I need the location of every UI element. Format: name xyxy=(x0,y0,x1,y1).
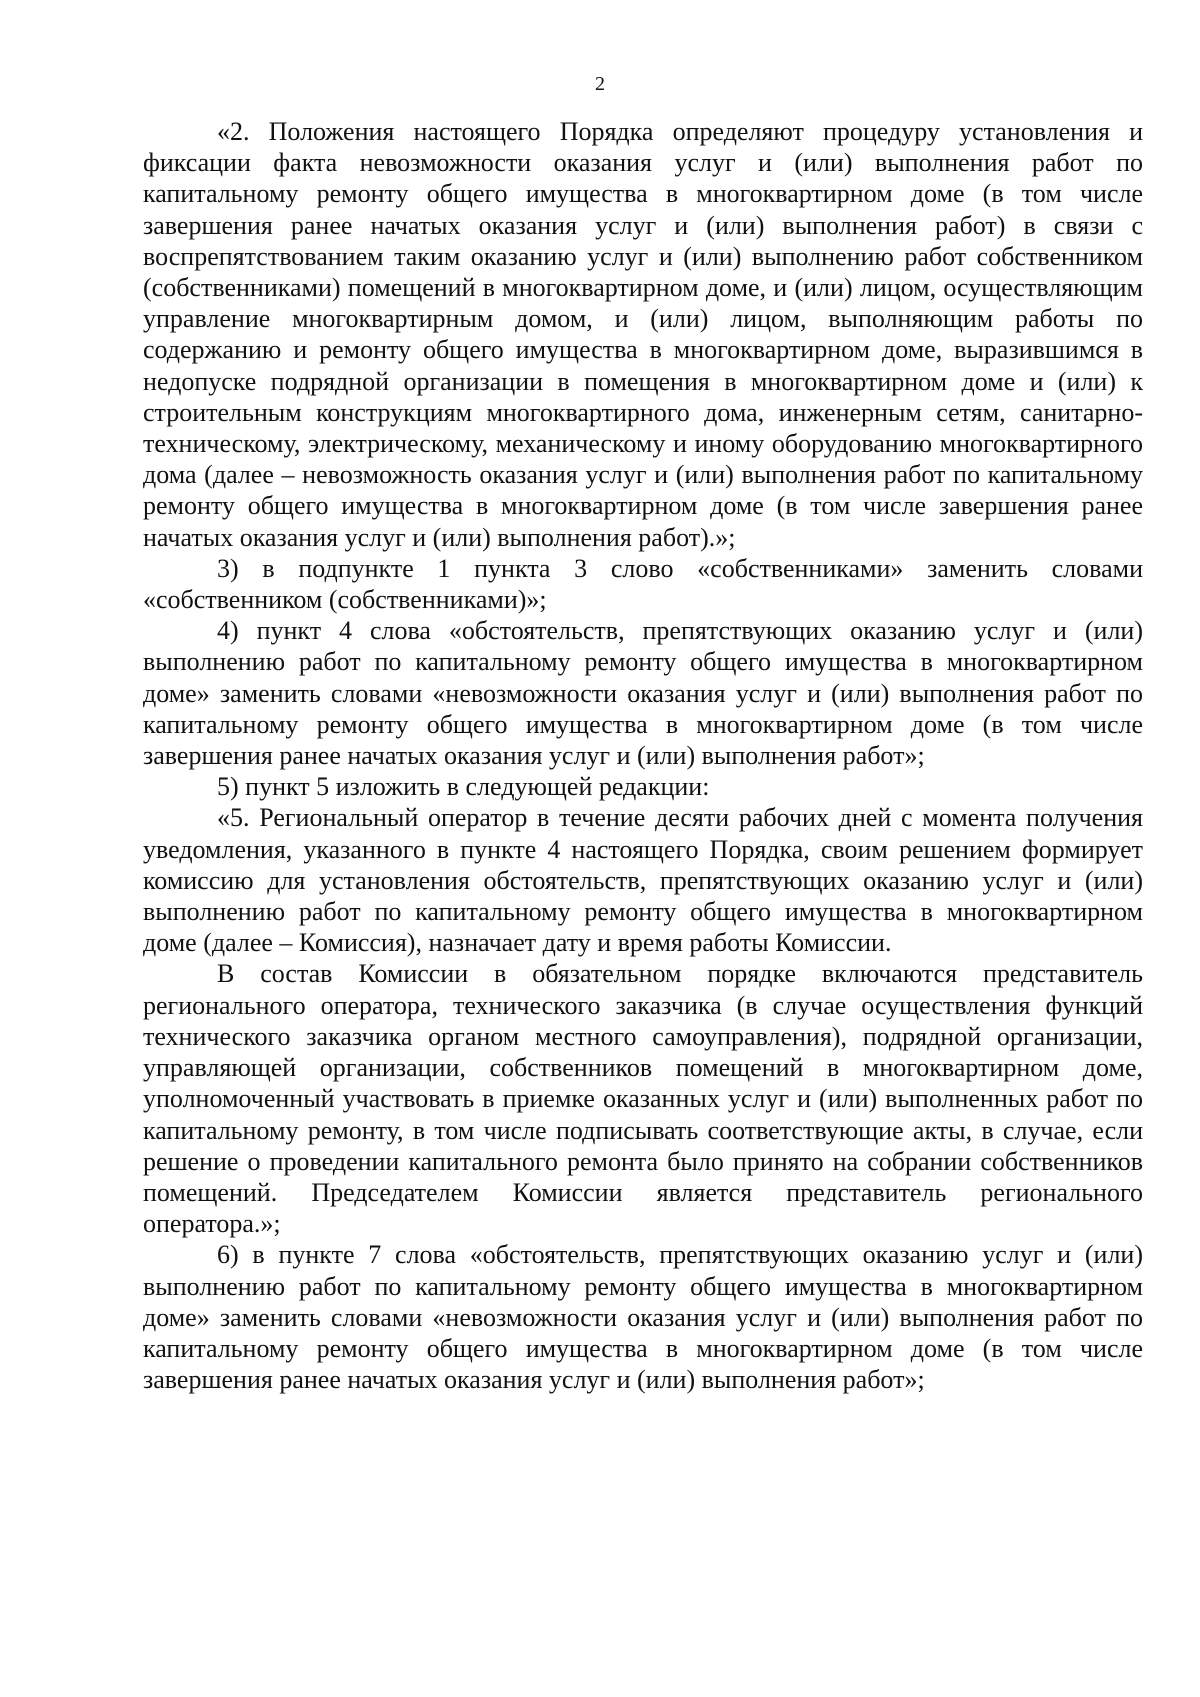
paragraph-item-5-text: «5. Региональный оператор в течение десяти рабочих дней с момента получения уведомления, указанного в пункте 4 настоящего Порядка, своим решением формирует комиссию для установления обстоятельств, препятствующих оказанию услуг и (или) выполнению работ по капитальному ремонту общего имущества в многоквартирном доме (далее – Комиссия), назначает дату и время работы Комиссии. xyxy=(143,803,1143,958)
paragraph-commission-composition: В состав Комиссии в обязательном порядке включаются представитель регионального оператора, технического заказчика (в случае осуществления функций технического заказчика органом местного самоуправления), подрядной организации, управляющей организации, собственников помещений в многоквартирном доме, уполномоченный участвовать в приемке оказанных услуг и (или) выполненных работ по капитальному ремонту, в том числе подписывать соответствующие акты, в случае, если решение о проведении капитального ремонта было принято на собрании собственников помещений. Председателем Комиссии является представитель регионального оператора.»; xyxy=(143,959,1143,1239)
paragraph-item-2-text: «2. Положения настоящего Порядка определяют процедуру установления и фиксации факта невозможности оказания услуг и (или) выполнения работ по капитальному ремонту общего имущества в многоквартирном доме (в том числе завершения ранее начатых оказания услуг и (или) выполнения работ) в связи с воспрепятствованием таким оказанию услуг и (или) выполнению работ собственником (собственниками) помещений в многоквартирном доме, и (или) лицом, осуществляющим управление многоквартирным домом, и (или) лицом, выполняющим работы по содержанию и ремонту общего имущества в многоквартирном доме, выразившимся в недопуске подрядной организации в помещения в многоквартирном доме и (или) к строительным конструкциям многоквартирного дома, инженерным сетям, санитарно-техническому, электрическому, механическому и иному оборудованию многоквартирного дома (далее – невозможность оказания услуг и (или) выполнения работ по капитальному ремонту общего имущества в многоквартирном доме (в том числе завершения ранее начатых оказания услуг и (или) выполнения работ).»; xyxy=(143,117,1143,552)
paragraph-subitem-3: 3) в подпункте 1 пункта 3 слово «собственниками» заменить словами «собственником (собственниками)»; xyxy=(143,553,1143,615)
page-number: 2 xyxy=(595,73,605,95)
paragraph-subitem-6: 6) в пункте 7 слова «обстоятельств, препятствующих оказанию услуг и (или) выполнению работ по капитальному ремонту общего имущества в многоквартирном доме» заменить словами «невозможности оказания услуг и (или) выполнения работ по капитальному ремонту общего имущества в многоквартирном доме (в том числе завершения ранее начатых оказания услуг и (или) выполнения работ»; xyxy=(143,1240,1143,1395)
paragraph-subitem-5: 5) пункт 5 изложить в следующей редакции: xyxy=(217,772,710,802)
document-body xyxy=(143,116,1143,1395)
paragraph-subitem-4: 4) пункт 4 слова «обстоятельств, препятствующих оказанию услуг и (или) выполнению работ по капитальному ремонту общего имущества в многоквартирном доме» заменить словами «невозможности оказания услуг и (или) выполнения работ по капитальному ремонту общего имущества в многоквартирном доме (в том числе завершения ранее начатых оказания услуг и (или) выполнения работ»; xyxy=(143,616,1143,771)
